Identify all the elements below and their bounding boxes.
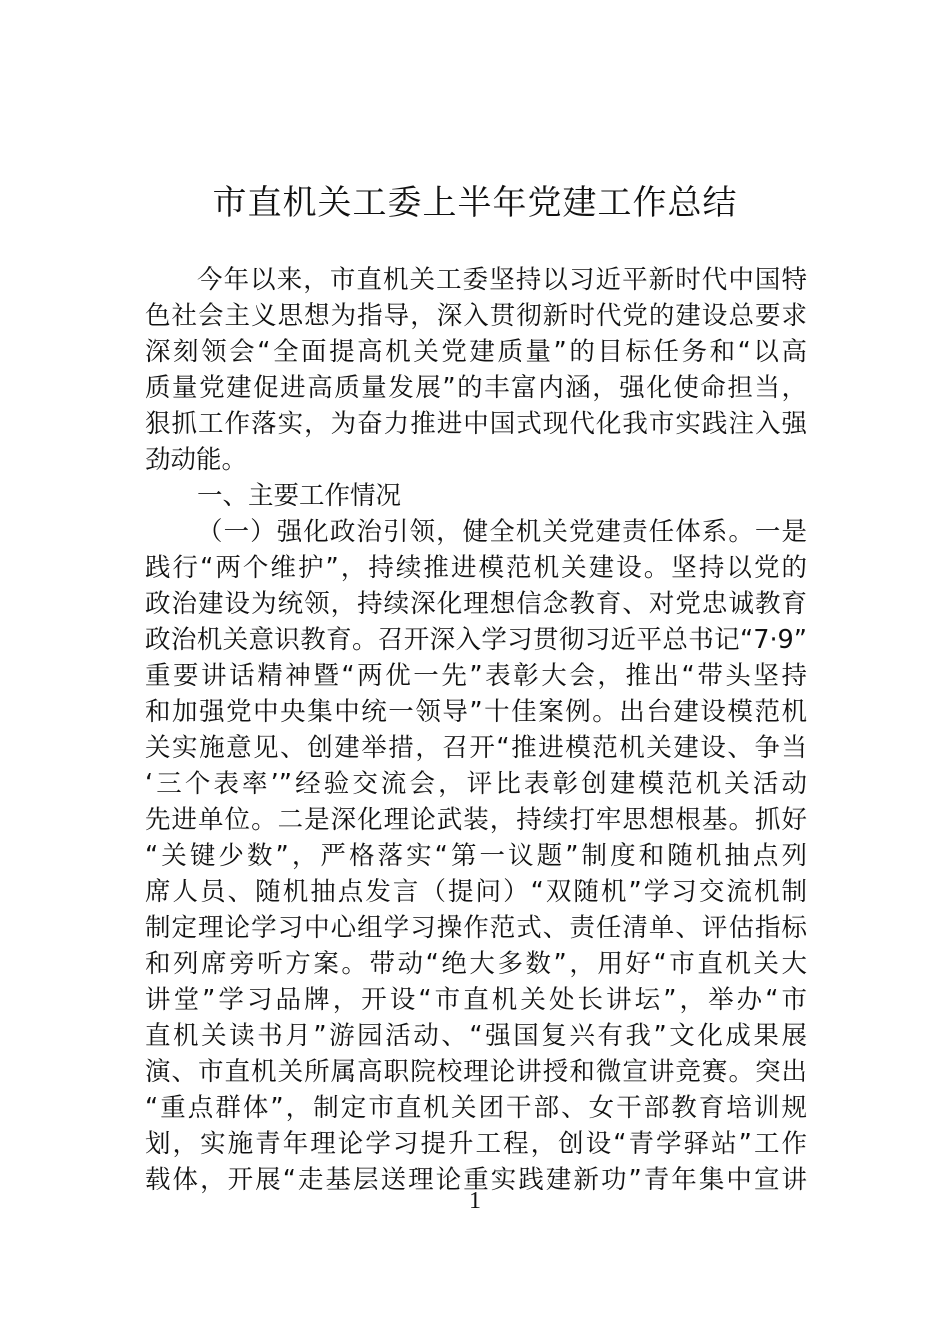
text-line: 直机关读书月”游园活动、“强国复兴有我”文化成果展	[145, 1021, 807, 1051]
text-line: 重要讲话精神暨“两优一先”表彰大会，推出“带头坚持	[145, 661, 807, 691]
text-line: 制定理论学习中心组学习操作范式、责任清单、评估指标	[145, 913, 807, 943]
text-line: 和列席旁听方案。带动“绝大多数”，用好“市直机关大	[145, 949, 807, 979]
text-line: 席人员、随机抽点发言（提问）“双随机”学习交流机制	[145, 877, 807, 907]
text-line: 讲堂”学习品牌，开设“市直机关处长讲坛”，举办“市	[145, 985, 807, 1015]
text-line: 和加强党中央集中统一领导”十佳案例。出台建设模范机	[145, 697, 807, 727]
text-line: 先进单位。二是深化理论武装，持续打牢思想根基。抓好	[145, 805, 807, 835]
text-line: 载体，开展“走基层送理论重实践建新功”青年集中宣讲	[145, 1165, 807, 1195]
text-line: 政治机关意识教育。召开深入学习贯彻习近平总书记“7·9”	[145, 625, 807, 655]
text-line: 劲动能。	[145, 445, 248, 475]
text-line: 政治建设为统领，持续深化理想信念教育、对党忠诚教育	[145, 589, 807, 619]
page-number: 1	[469, 1188, 481, 1214]
text-line: 质量党建促进高质量发展”的丰富内涵，强化使命担当，	[145, 373, 807, 403]
document-title: 市直机关工委上半年党建工作总结	[212, 183, 738, 223]
document-body	[145, 262, 807, 1198]
text-line: 关实施意见、创建举措，召开“推进模范机关建设、争当	[145, 733, 807, 763]
text-line: 演、市直机关所属高职院校理论讲授和微宣讲竞赛。突出	[145, 1057, 807, 1087]
text-line: 狠抓工作落实，为奋力推进中国式现代化我市实践注入强	[145, 409, 807, 439]
text-line: 色社会主义思想为指导，深入贯彻新时代党的建设总要求	[145, 301, 807, 331]
text-line: 今年以来，市直机关工委坚持以习近平新时代中国特	[197, 265, 807, 295]
text-line: “重点群体”，制定市直机关团干部、女干部教育培训规	[145, 1093, 807, 1123]
text-line: （一）强化政治引领，健全机关党建责任体系。一是	[197, 517, 807, 547]
text-line: 划，实施青年理论学习提升工程，创设“青学驿站”工作	[145, 1129, 807, 1159]
text-line: “关键少数”，严格落实“第一议题”制度和随机抽点列	[145, 841, 807, 871]
text-line: ‘三个表率’”经验交流会，评比表彰创建模范机关活动	[145, 769, 807, 799]
section-heading: 一、主要工作情况	[197, 481, 402, 511]
text-line: 深刻领会“全面提高机关党建质量”的目标任务和“以高	[145, 337, 807, 367]
text-line: 践行“两个维护”，持续推进模范机关建设。坚持以党的	[145, 553, 807, 583]
